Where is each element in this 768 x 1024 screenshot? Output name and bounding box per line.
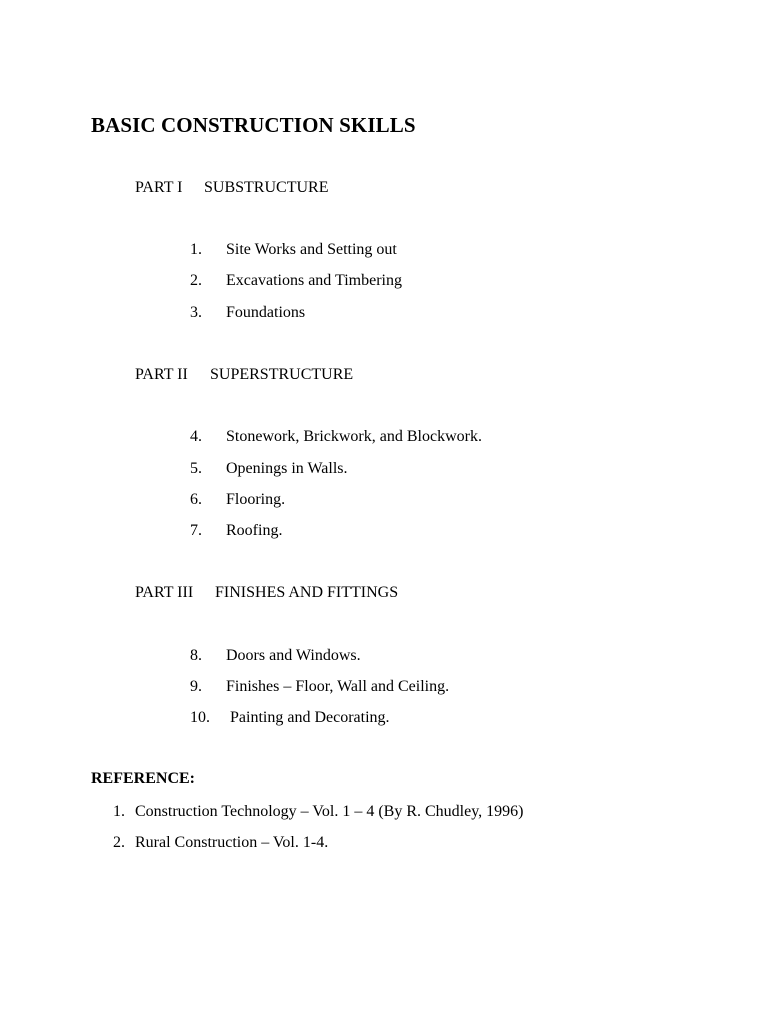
part-name: SUBSTRUCTURE <box>204 179 329 196</box>
item-text: Doors and Windows. <box>226 647 361 664</box>
item-text: Finishes – Floor, Wall and Ceiling. <box>226 678 450 695</box>
document-title: BASIC CONSTRUCTION SKILLS <box>91 113 416 137</box>
item-number: 8. <box>190 647 202 664</box>
item-number: 9. <box>190 678 202 695</box>
reference-number: 1. <box>113 803 125 820</box>
part-number: PART III <box>135 584 194 601</box>
item-number: 5. <box>190 460 202 477</box>
item-text: Painting and Decorating. <box>230 709 390 726</box>
reference-heading: REFERENCE: <box>91 770 196 787</box>
reference-text: Construction Technology – Vol. 1 – 4 (By R. Chudley, 1996) <box>135 803 524 820</box>
part-heading-1 <box>135 179 328 197</box>
part-name: SUPERSTRUCTURE <box>210 366 354 383</box>
item-text: Openings in Walls. <box>226 460 348 477</box>
part-heading-2 <box>135 366 353 384</box>
item-text: Roofing. <box>226 522 283 539</box>
reference-number: 2. <box>113 834 125 851</box>
item-number: 2. <box>190 272 202 289</box>
item-text: Excavations and Timbering <box>226 272 402 289</box>
item-text: Stonework, Brickwork, and Blockwork. <box>226 428 482 445</box>
item-number: 4. <box>190 428 202 445</box>
item-number: 6. <box>190 491 202 508</box>
item-number: 1. <box>190 241 202 258</box>
item-text: Flooring. <box>226 491 286 508</box>
item-number: 3. <box>190 304 202 321</box>
part-number: PART I <box>135 179 183 196</box>
item-number: 10. <box>190 709 210 726</box>
part-number: PART II <box>135 366 188 383</box>
item-text: Foundations <box>226 304 306 321</box>
part-name: FINISHES AND FITTINGS <box>215 584 399 601</box>
item-text: Site Works and Setting out <box>226 241 397 258</box>
reference-text: Rural Construction – Vol. 1-4. <box>135 834 329 851</box>
part-heading-3 <box>135 584 398 602</box>
item-number: 7. <box>190 522 202 539</box>
